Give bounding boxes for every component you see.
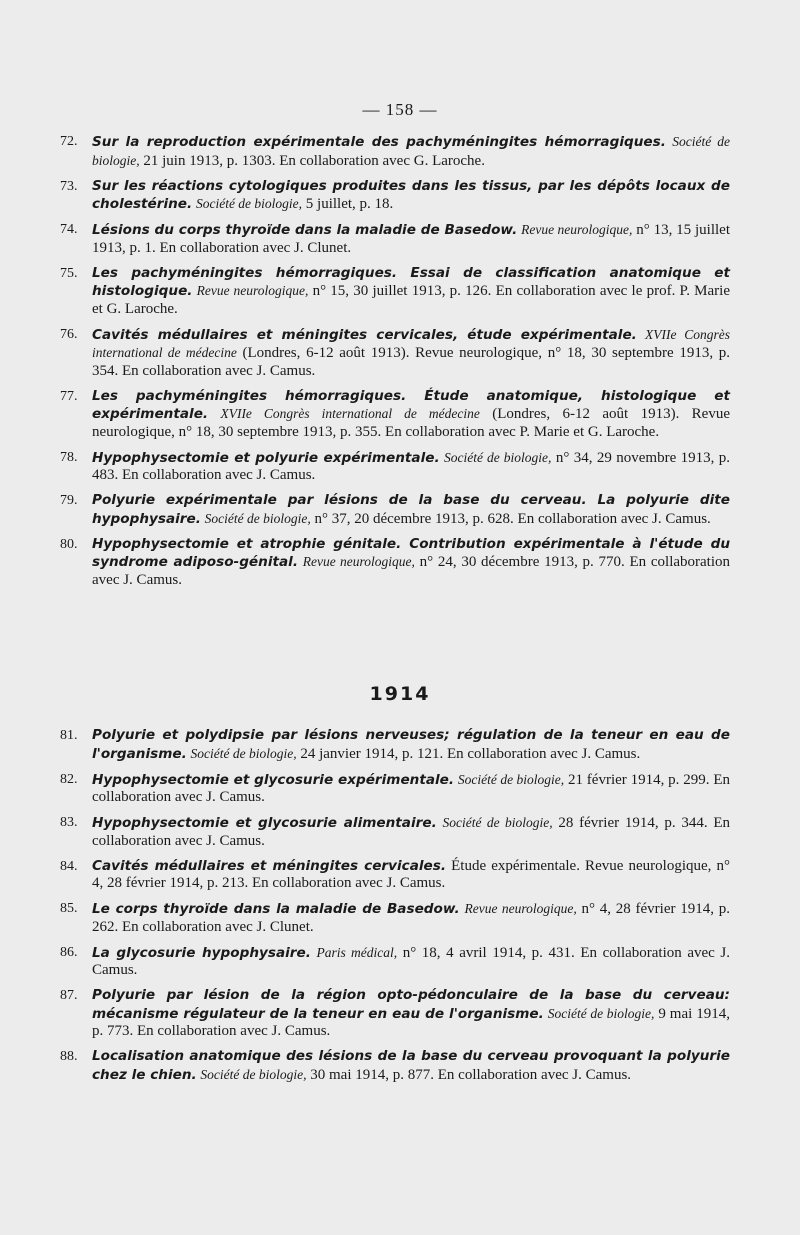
section-year-heading: 1914: [369, 683, 431, 705]
entries-1913-list: [60, 133, 730, 597]
entry-number: 87.: [60, 988, 78, 1003]
entry-number: 76.: [60, 326, 78, 342]
entry-title: Polyurie par lésion de la région opto-pédonculaire de la base du cerveau: mécanisme régulateur de la teneur en eau de l'organisme.: [92, 987, 730, 1022]
entry-details: n° 18, 4 avril 1914, p. 431. En collaboration avec J. Camus.: [92, 944, 731, 978]
entry-title: Hypophysectomie et glycosurie expérimentale.: [92, 771, 455, 788]
entry-number: 80.: [60, 536, 78, 552]
entry-journal: Société de biologie,: [457, 771, 565, 787]
entry-details: n° 34, 29 novembre 1913, p. 483. En collaboration avec J. Camus.: [92, 449, 731, 483]
entry-details: 21 juin 1913, p. 1303. En collaboration avec G. Laroche.: [143, 152, 485, 169]
entry-journal: Revue neurologique,: [464, 901, 577, 916]
page-number: — 158 —: [362, 100, 438, 119]
bibliography-entry: [60, 858, 730, 893]
entry-number: 72.: [60, 134, 78, 149]
entry-title: Hypophysectomie et glycosurie alimentaire.: [92, 815, 437, 831]
entry-journal: Société de biologie,: [92, 134, 730, 168]
entry-number: 73.: [60, 178, 78, 194]
entry-title: Sur la reproduction expérimentale des pachyméningites hémorragiques.: [92, 134, 666, 150]
bibliography-entry: [60, 814, 730, 850]
entry-title: Sur les réactions cytologiques produites dans les tissus, par les dépôts locaux de cholestérine.: [92, 177, 730, 212]
bibliography-entry: [60, 221, 730, 257]
entry-title: Polyurie expérimentale par lésions de la base du cerveau. La polyurie dite hypophysaire.: [92, 492, 730, 527]
entry-details: (Londres, 6-12 août 1913). Revue neurologique, n° 18, 30 septembre 1913, p. 355. En collaboration avec P. Marie et G. Laroche.: [92, 406, 731, 440]
entry-title: Hypophysectomie et atrophie génitale. Contribution expérimentale à l'étude du syndrome adiposo-génital.: [92, 535, 730, 570]
entry-title: Le corps thyroïde dans la maladie de Basedow.: [92, 901, 460, 917]
entry-journal: Revue neurologique,: [521, 222, 633, 237]
entry-journal: Société de biologie,: [200, 1066, 307, 1082]
entry-journal: Paris médical,: [316, 944, 398, 960]
entry-number: 88.: [60, 1049, 78, 1064]
entry-number: 84.: [60, 858, 78, 874]
entry-journal: XVIIe Congrès international de médecine: [92, 326, 731, 360]
entry-number: 79.: [60, 493, 78, 508]
bibliography-entry: [60, 1048, 730, 1084]
entry-number: 85.: [60, 901, 78, 916]
entry-number: 81.: [60, 728, 78, 743]
entry-details: n° 15, 30 juillet 1913, p. 126. En collaboration avec le prof. P. Marie et G. Laroche.: [92, 283, 730, 317]
bibliography-entry: [60, 944, 730, 980]
entries-1914-list: [60, 727, 730, 1092]
entry-details: Étude expérimentale. Revue neurologique, n° 4, 28 février 1914, p. 213. En collaboration avec J. Camus.: [92, 857, 731, 891]
entry-details: n° 13, 15 juillet 1913, p. 1. En collaboration avec J. Clunet.: [92, 222, 731, 256]
entry-title: Polyurie et polydipsie par lésions nerveuses; régulation de la teneur en eau de l'organisme.: [92, 727, 730, 762]
entry-details: 21 février 1914, p. 299. En collaboration avec J. Camus.: [92, 771, 730, 805]
entry-journal: Société de biologie,: [204, 510, 311, 526]
bibliography-entry: [60, 536, 730, 590]
entry-title: Cavités médullaires et méningites cervicales.: [92, 857, 447, 874]
entry-title: La glycosurie hypophysaire.: [92, 944, 311, 961]
bibliography-entry: [60, 771, 730, 807]
entry-details: 28 février 1914, p. 344. En collaboration avec J. Camus.: [92, 815, 731, 849]
entry-number: 75.: [60, 265, 78, 281]
bibliography-entry: [60, 388, 730, 442]
bibliography-entry: [60, 326, 730, 381]
entry-details: 5 juillet, p. 18.: [305, 196, 394, 212]
bibliography-entry: [60, 987, 730, 1041]
entry-details: n° 37, 20 décembre 1913, p. 628. En collaboration avec J. Camus.: [314, 510, 711, 527]
entry-journal: Société de biologie,: [547, 1005, 655, 1021]
entry-journal: Société de biologie,: [442, 815, 553, 830]
entry-journal: Société de biologie,: [195, 196, 303, 211]
entry-details: n° 24, 30 décembre 1913, p. 770. En collaboration avec J. Camus.: [92, 554, 731, 588]
entry-journal: XVIIe Congrès international de médecine: [220, 406, 480, 421]
entry-details: 24 janvier 1914, p. 121. En collaboration avec J. Camus.: [300, 745, 641, 762]
entry-number: 82.: [60, 771, 78, 787]
bibliography-entry: [60, 178, 730, 214]
entry-details: 9 mai 1914, p. 773. En collaboration avec J. Camus.: [92, 1005, 731, 1039]
entry-number: 83.: [60, 815, 78, 830]
entry-title: Localisation anatomique des lésions de la base du cerveau provoquant la polyurie chez le chien.: [92, 1048, 730, 1083]
entry-number: 77.: [60, 388, 78, 404]
entry-number: 86.: [60, 944, 78, 960]
entry-title: Cavités médullaires et méningites cervicales, étude expérimentale.: [92, 326, 637, 343]
entry-title: Les pachyméningites hémorragiques. Étude anatomique, histologique et expérimentale.: [92, 387, 730, 422]
bibliography-entry: [60, 727, 730, 763]
entry-title: Lésions du corps thyroïde dans la maladie de Basedow.: [92, 222, 518, 238]
entry-journal: Société de biologie,: [190, 745, 297, 761]
entry-title: Les pachyméningites hémorragiques. Essai de classification anatomique et histologique.: [92, 264, 730, 299]
entry-journal: Société de biologie,: [444, 449, 552, 465]
bibliography-entry: [60, 900, 730, 936]
entry-title: Hypophysectomie et polyurie expérimentale.: [92, 449, 440, 466]
entry-number: 78.: [60, 449, 78, 465]
bibliography-entry: [60, 492, 730, 528]
entry-details: (Londres, 6-12 août 1913). Revue neurologique, n° 18, 30 septembre 1913, p. 354. En collaboration avec J. Camus.: [92, 345, 730, 379]
entry-details: n° 4, 28 février 1914, p. 262. En collaboration avec J. Clunet.: [92, 901, 731, 935]
entry-details: 30 mai 1914, p. 877. En collaboration avec J. Camus.: [310, 1066, 632, 1083]
bibliography-entry: [60, 265, 730, 319]
bibliography-entry: [60, 133, 730, 170]
entry-journal: Revue neurologique,: [302, 554, 415, 569]
bibliography-entry: [60, 449, 730, 485]
entry-journal: Revue neurologique,: [196, 283, 309, 298]
entry-number: 74.: [60, 222, 78, 237]
